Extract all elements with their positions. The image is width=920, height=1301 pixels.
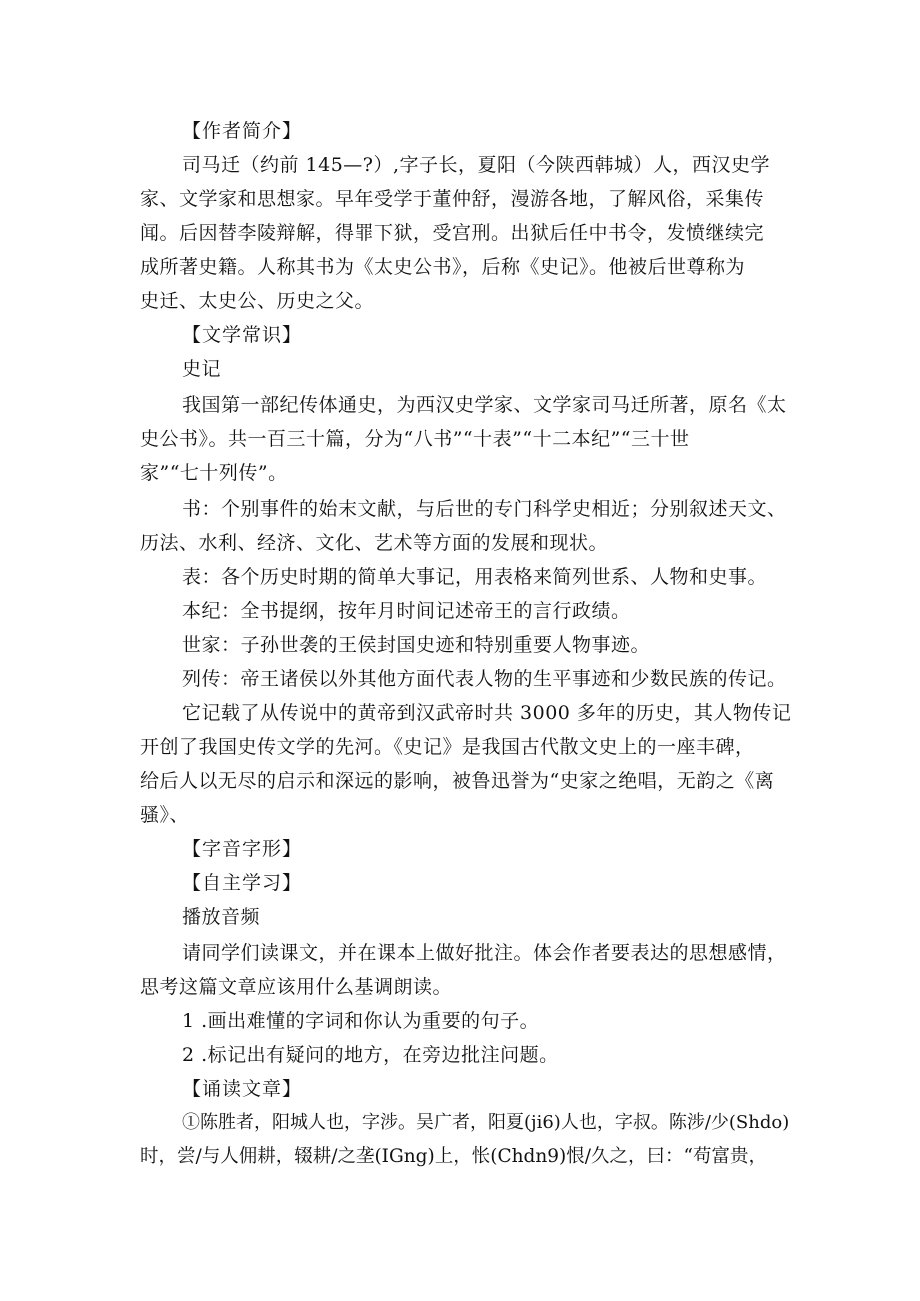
shu-line-1: 书：个别事件的始末文献，与后世的专门科学史相近；分别叙述天文、 [182, 498, 787, 520]
instruction-line-2: 思考这篇文章应该用什么基调朗读。 [140, 976, 453, 998]
task-1: 1 .画出难懂的字词和你认为重要的句子。 [182, 1010, 540, 1032]
author-intro-heading: 【作者简介】 [182, 120, 303, 142]
shiji-title: 史记 [182, 358, 222, 380]
liezhuan-line: 列传：帝王诸侯以外其他方面代表人物的生平事迹和少数民族的传记。 [182, 668, 787, 690]
significance-line-2: 开创了我国史传文学的先河。《史记》是我国古代散文史上的一座丰碑， [140, 736, 755, 758]
shijia-line: 世家：子孙世袭的王侯封国史迹和特别重要人物事迹。 [182, 634, 651, 656]
author-intro-line-2: 家、文学家和思想家。早年受学于董仲舒，漫游各地，了解风俗，采集传 [140, 188, 765, 210]
shiji-intro-line-3: 家”“七十列传”。 [140, 462, 288, 484]
instruction-line-1: 请同学们读课文，并在课本上做好批注。体会作者要表达的思想感情， [182, 942, 787, 964]
shiji-intro-line-1: 我国第一部纪传体通史，为西汉史学家、文学家司马迁所著，原名《太 [182, 394, 787, 416]
benji-line: 本纪：全书提纲，按年月时间记述帝王的言行政绩。 [182, 600, 631, 622]
recite-heading: 【诵读文章】 [182, 1078, 303, 1100]
self-study-heading: 【自主学习】 [182, 872, 303, 894]
pronunciation-heading: 【字音字形】 [182, 838, 303, 860]
play-audio-label: 播放音频 [182, 906, 261, 928]
significance-line-3: 给后人以无尽的启示和深远的影响，被鲁迅誉为“史家之绝唱，无韵之《离 [140, 770, 775, 792]
biao-line: 表：各个历史时期的简单大事记，用表格来简列世系、人物和史事。 [182, 566, 768, 588]
author-intro-line-3: 闻。后因替李陵辩解，得罪下狱，受宫刑。出狱后任中书令，发愤继续完 [140, 222, 765, 244]
author-intro-line-4: 成所著史籍。人称其书为《太史公书》，后称《史记》。他被后世尊称为 [140, 256, 746, 278]
text-line-2: 时，尝/与人佣耕，辍耕/之垄(IGng)上，怅(Chdn9)恨/久之，曰：“苟富贵， [140, 1146, 767, 1167]
text-line-1: ①陈胜者，阳城人也，字涉。吴广者，阳夏(ji6)人也，字叔。陈涉/少(Shdo) [182, 1112, 790, 1133]
significance-line-4: 骚》、 [140, 804, 190, 826]
shiji-intro-line-2: 史公书》。共一百三十篇，分为“八书”“十表”“十二本纪”“三十世 [140, 428, 690, 450]
significance-line-1: 它记载了从传说中的黄帝到汉武帝时共 3000 多年的历史，其人物传记 [182, 702, 792, 724]
author-intro-line-1: 司马迁（约前 145—?）,字子长，夏阳（今陕西韩城）人，西汉史学 [182, 154, 771, 176]
shu-line-2: 历法、水利、经济、文化、艺术等方面的发展和现状。 [140, 532, 609, 554]
literature-heading: 【文学常识】 [182, 324, 303, 346]
author-intro-line-5: 史迁、太史公、历史之父。 [140, 290, 375, 312]
task-2: 2 .标记出有疑问的地方，在旁边批注问题。 [182, 1044, 559, 1066]
